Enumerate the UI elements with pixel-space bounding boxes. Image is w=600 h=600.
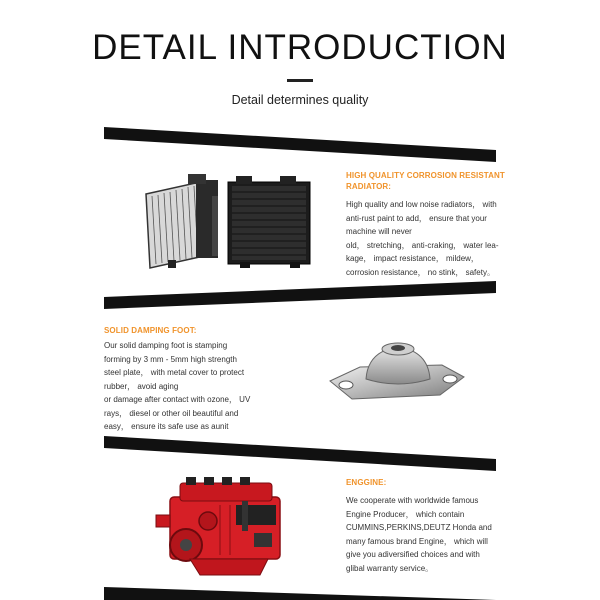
radiator-description xyxy=(346,198,499,279)
page-subtitle: Detail determines quality xyxy=(231,93,369,107)
damping-foot-text-line: rays， diesel or other oil beautiful and xyxy=(104,408,239,418)
damping-foot-text-line: easy， ensure its safe use as aunit xyxy=(104,422,229,431)
radiator-heading xyxy=(346,170,505,192)
radiator-text-line: High quality and low noise radiators， with xyxy=(346,200,497,209)
page-title: DETAIL INTRODUCTION xyxy=(92,28,508,67)
engine-text-line: give you adiversified choices and with xyxy=(346,550,480,559)
radiator-image xyxy=(140,172,320,272)
radiator-text-line: kage， impact resistance， mildew， xyxy=(346,254,479,263)
radiator-text-line: anti-rust paint to add， ensure that your xyxy=(346,213,487,223)
engine-text-line: many famous brand Engine， which will xyxy=(346,536,488,546)
engine-text-line: CUMMINS,PERKINS,DEUTZ Honda and xyxy=(346,523,492,532)
radiator-heading-line: RADIATOR: xyxy=(346,182,392,191)
band-2 xyxy=(104,281,496,309)
engine-image xyxy=(150,475,295,583)
radiator-text-line: corrosion resistance， no stink， safety。 xyxy=(346,267,495,277)
band-3 xyxy=(104,436,496,471)
damping-foot-image xyxy=(322,333,472,413)
engine-text-line: We cooperate with worldwide famous xyxy=(346,496,479,505)
band-1 xyxy=(104,127,496,162)
engine-text-line: glibal warranty service。 xyxy=(346,563,434,573)
damping-foot-text-line: forming by 3 mm - 5mm high strength xyxy=(104,354,237,364)
engine-description xyxy=(346,494,492,575)
radiator-heading-line: HIGH QUALITY CORROSION RESISTANT xyxy=(346,171,505,180)
damping-foot-text-line: steel plate， with metal cover to protect xyxy=(104,368,245,377)
engine-text-line: Engine Producer， which contain xyxy=(346,509,465,519)
damping-foot-heading xyxy=(104,325,197,336)
damping-foot-text-line: or damage after contact with ozone， UV xyxy=(104,395,251,404)
engine-heading-line: ENGGINE: xyxy=(346,478,387,487)
band-4 xyxy=(104,587,496,600)
damping-foot-text-line: Our solid damping foot is stamping xyxy=(104,341,228,350)
damping-foot-description xyxy=(104,339,250,434)
radiator-text-line: old， stretching， anti-craking， water lea- xyxy=(346,240,499,250)
damping-foot-text-line: rubber， avoid aging xyxy=(104,381,179,391)
radiator-text-line: machine will never xyxy=(346,227,412,236)
engine-heading xyxy=(346,477,386,488)
damping-foot-heading-line: SOLID DAMPING FOOT: xyxy=(104,326,197,335)
